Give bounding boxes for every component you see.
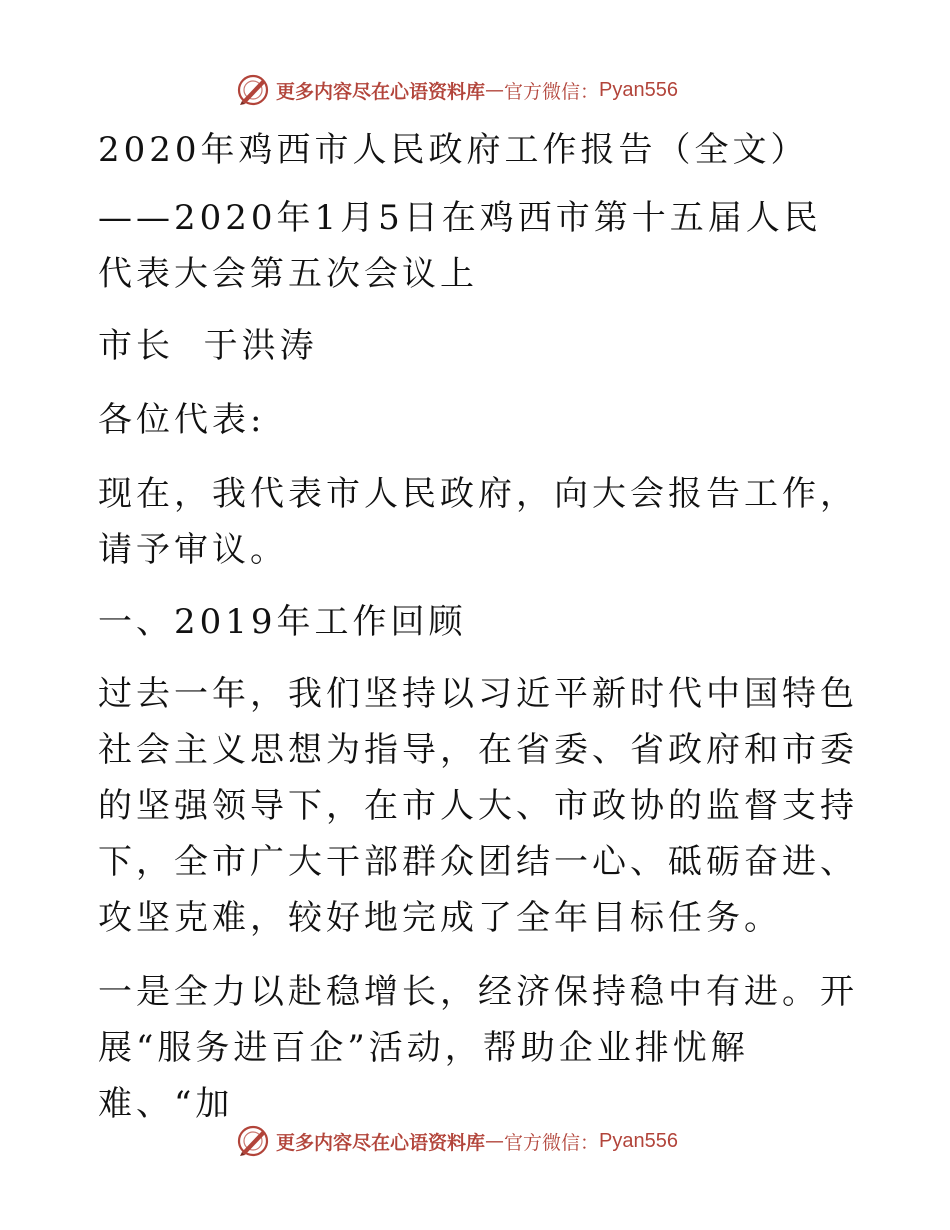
- pen-logo-icon: [236, 1124, 270, 1158]
- document-title: 2020年鸡西市人民政府工作报告（全文）: [98, 130, 809, 170]
- watermark-site-text: 更多内容尽在心语资料库: [276, 1131, 486, 1154]
- watermark-wechat-label: 官方微信：: [504, 80, 600, 103]
- greeting: 各位代表:: [98, 400, 266, 440]
- body-paragraph: 一是全力以赴稳增长，经济保持稳中有进。开展“服务进百企”活动，帮助企业排忧解难、“加: [98, 972, 858, 1124]
- watermark-dash: —: [485, 79, 505, 101]
- watermark-wechat-id: Pyan556: [599, 1129, 678, 1152]
- watermark-wechat-label: 官方微信：: [504, 1131, 600, 1154]
- section-heading: 一、2019年工作回顾: [98, 602, 467, 642]
- watermark-footer: [236, 1123, 678, 1159]
- document-author: 市长 于洪涛: [98, 326, 318, 366]
- watermark-wechat-id: Pyan556: [599, 78, 678, 101]
- watermark-site-text: 更多内容尽在心语资料库: [276, 80, 486, 103]
- watermark-header: [236, 72, 678, 108]
- document-body: [98, 118, 858, 1132]
- document-subtitle: ——2020年1月5日在鸡西市第十五届人民代表大会第五次会议上: [98, 198, 822, 294]
- body-paragraph: 过去一年，我们坚持以习近平新时代中国特色社会主义思想为指导，在省委、省政府和市委的坚强领导下，在市人大、市政协的监督支持下，全市广大干部群众团结一心、砥砺奋进、攻坚克难，较好地完成了全年目标任务。: [98, 674, 858, 938]
- intro-paragraph: 现在，我代表市人民政府，向大会报告工作，请予审议。: [98, 474, 858, 570]
- pen-logo-icon: [236, 73, 270, 107]
- watermark-dash: —: [485, 1130, 505, 1152]
